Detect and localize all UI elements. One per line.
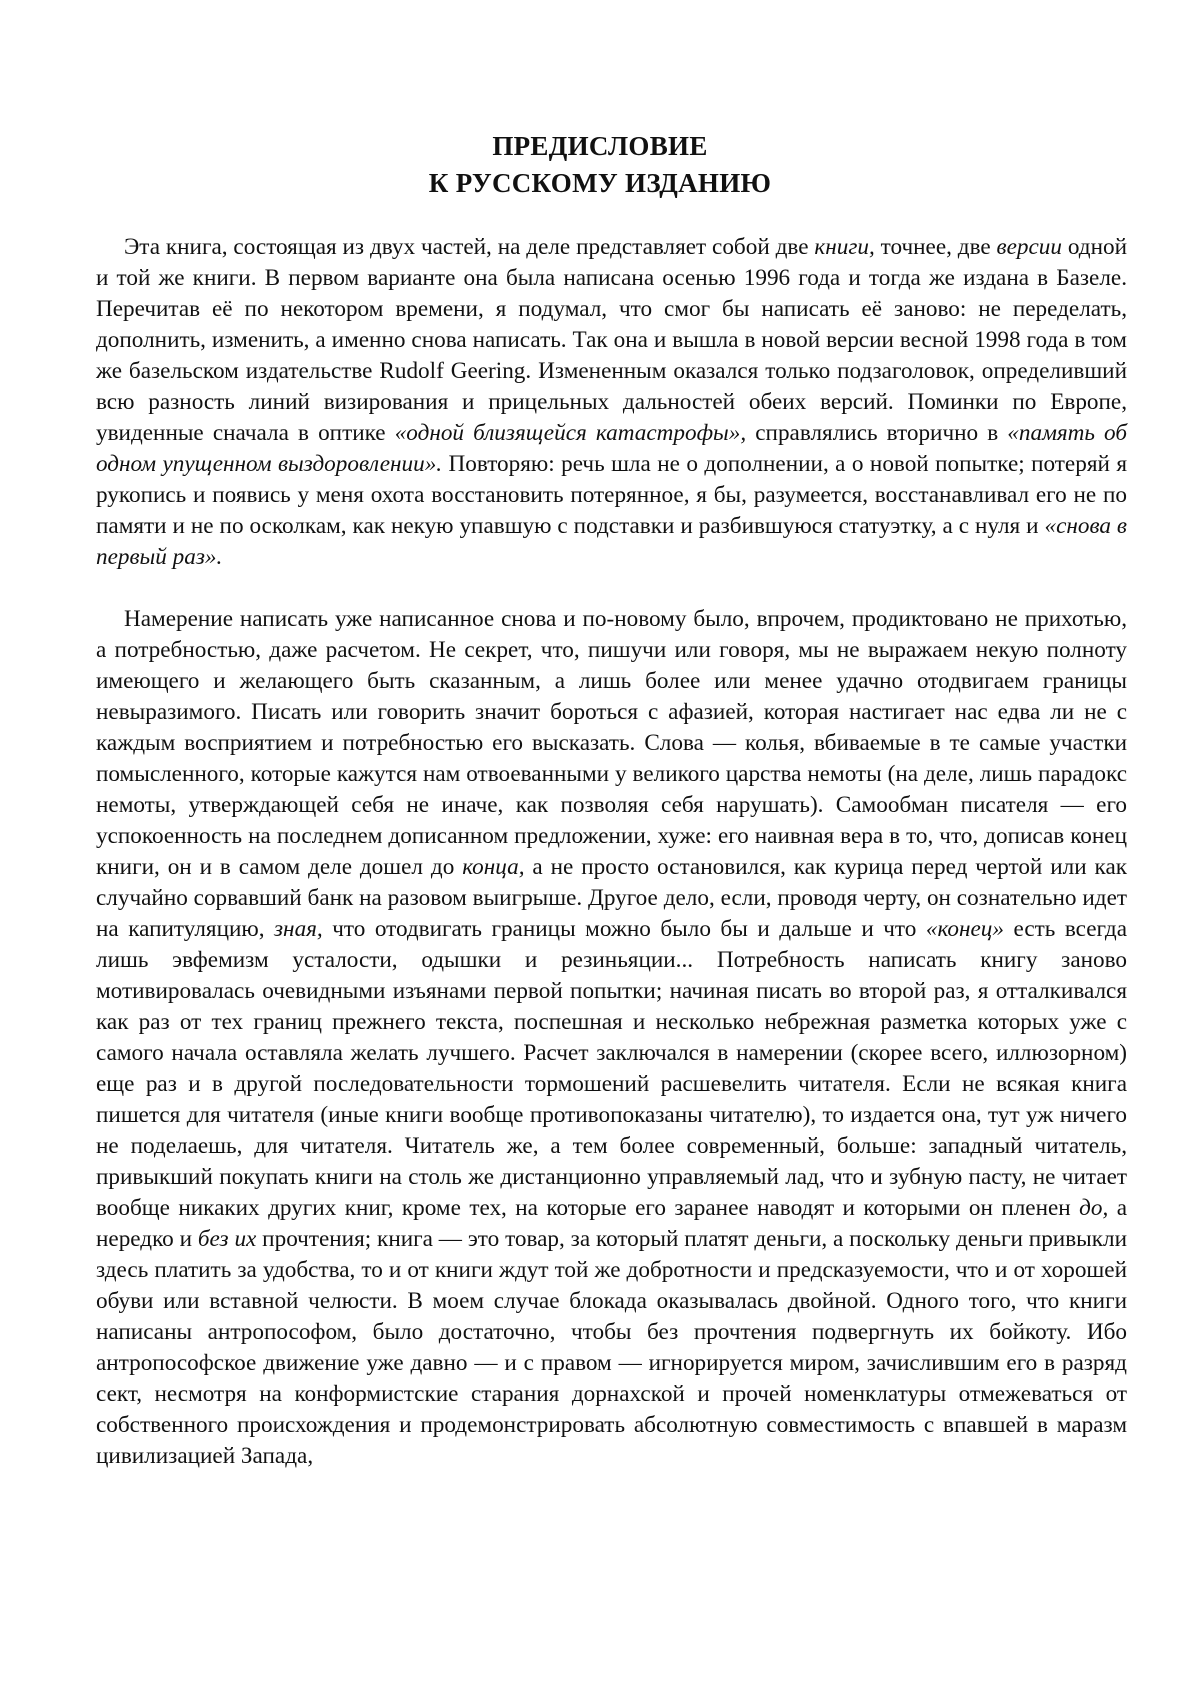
italic-segment: зная, — [274, 916, 323, 942]
text-segment: справлялись вторично в — [746, 420, 1008, 446]
italic-segment: «конец» — [925, 916, 1004, 942]
paragraph-2 — [96, 604, 1127, 1472]
text-segment: Намерение написать уже написанное снова и по-новому было, впрочем, продиктовано не прихотью, а потребностью, даже расчетом. Не секрет, что, пишучи или говоря, мы не выражаем некую полноту имеющего и желающего быть сказанным, а лишь более или менее удачно отодвигаем границы невыразимого. Писать или говорить значит бороться с афазией, которая настигает нас едва ли не с каждым восприятием и потребностью его высказать. Слова — колья, вбиваемые в те самые участки помысленного, которые кажутся нам отвоеванными у великого царства немоты (на деле, лишь парадокс немоты, утверждающей себя не иначе, как позволяя себя нарушать). Самообман писателя — его успокоенность на последнем дописанном предложении, хуже: его наивная вера в то, что, дописав конец книги, он и в самом деле дошел до — [96, 606, 1127, 880]
body-text — [96, 232, 1127, 1472]
italic-segment: версии — [996, 234, 1062, 260]
paragraph-1 — [96, 232, 1127, 573]
italic-segment: «одной близящейся катастрофы», — [394, 420, 747, 446]
title-line-2: К РУССКОМУ ИЗДАНИЮ — [428, 168, 772, 198]
text-segment: что отодвигать границы можно было бы и дальше и что — [322, 916, 926, 942]
text-segment: одной и той же книги. В первом варианте она была написана осенью 1996 года и тогда же издана в Базеле. Перечитав её по некотором времени, я подумал, что смог бы написать её заново: не переделать, дополнить, изменить, а именно снова написать. Так она и вышла в новой версии весной 1998 года в том же базельском издательстве Rudolf Geering. Измененным оказался только подзаголовок, определивший всю разность линий визирования и прицельных дальностей обеих версий. Поминки по Европе, увиденные сначала в оптике — [96, 234, 1127, 446]
text-segment: Эта книга, состоящая из двух частей, на деле представляет собой две — [124, 234, 815, 260]
italic-segment: без их — [197, 1226, 257, 1252]
italic-segment: книги, — [814, 234, 875, 260]
title-line-1: ПРЕДИСЛОВИЕ — [492, 131, 708, 161]
italic-segment: до, — [1079, 1195, 1109, 1221]
text-segment: есть всегда лишь эвфемизм усталости, одышки и резиньяции... Потребность написать книгу заново мотивировалась очевидными изъянами первой попытки; начиная писать во второй раз, я отталкивался как раз от тех границ прежнего текста, поспешная и несколько небрежная разметка которых уже с самого начала оставляла желать лучшего. Расчет заключался в намерении (скорее всего, иллюзорном) еще раз и в другой последовательности тормошений расшевелить читателя. Если не всякая книга пишется для читателя (иные книги вообще противопоказаны читателю), то издается она, тут уж ничего не поделаешь, для читателя. Читатель же, а тем более современный, больше: западный читатель, привыкший покупать книги на столь же дистанционно управляемый лад, что и зубную пасту, не читает вообще никаких других книг, кроме тех, на которые его заранее наводят и которыми он пленен — [96, 916, 1127, 1221]
italic-segment: конца, — [462, 854, 525, 880]
italic-segment: «память об одном упущенном выздоровлении». — [96, 420, 1127, 477]
text-segment: а не просто остановился, как курица перед чертой или как случайно сорвавший банк на разовом выигрыше. Другое дело, если, проводя черту, он сознательно идет на капитуляцию, — [96, 854, 1128, 942]
text-segment: прочтения; книга — это товар, за который платят деньги, а поскольку деньги привыкли здесь платить за удобства, то и от книги ждут той же добротности и предсказуемости, что и от хорошей обуви или вставной челюсти. В моем случае блокада оказывалась двойной. Одного того, что книги написаны антропософом, было достаточно, чтобы без прочтения подвергнуть их бойкоту. Ибо антропософское движение уже давно — и с правом — игнорируется миром, зачислившим его в разряд сект, несмотря на конформистские старания дорнахской и прочей номенклатуры отмежеваться от собственного происхождения и продемонстрировать абсолютную совместимость с впавшей в маразм цивилизацией Запада, — [96, 1226, 1127, 1469]
page-title — [0, 128, 1200, 202]
italic-segment: «снова в первый раз». — [96, 513, 1127, 570]
text-segment: Повторяю: речь шла не о дополнении, а о новой попытке; потеряй я рукопись и появись у меня охота восстановить потерянное, я бы, разумеется, восстанавливал его не по памяти и не по осколкам, как некую упавшую с подставки и разбившуюся статуэтку, а с нуля и — [96, 451, 1127, 539]
text-segment: точнее, две — [874, 234, 997, 260]
text-segment: а нередко и — [96, 1195, 1127, 1252]
